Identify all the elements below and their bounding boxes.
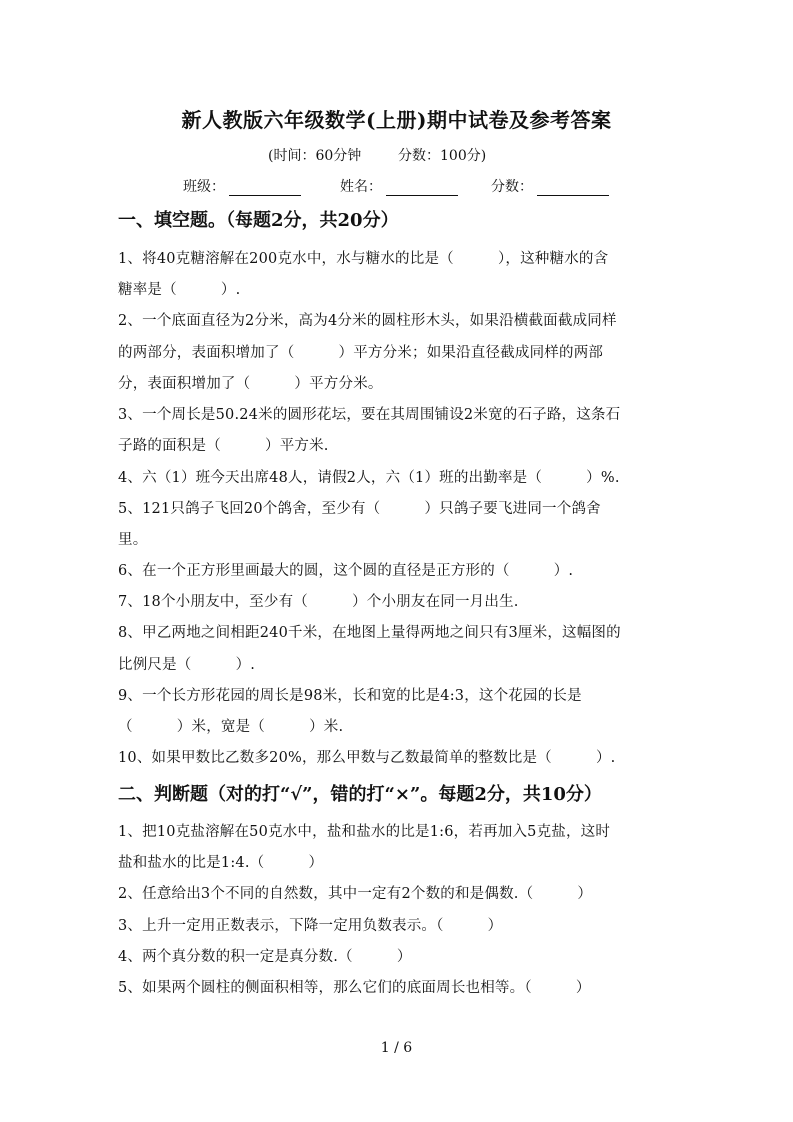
question-line: 糖率是（ ）.: [118, 282, 241, 298]
section-fill-in-heading: 一、填空题。（每题2分，共20分）: [118, 210, 399, 231]
name-blank[interactable]: [386, 181, 458, 196]
section-true-false-heading: 二、判断题（对的打“√”，错的打“×”。每题2分，共10分）: [118, 784, 602, 805]
student-info-row: [0, 176, 793, 196]
score-field[interactable]: [491, 176, 609, 196]
class-field[interactable]: [183, 176, 301, 196]
question-line: 5、121只鸽子飞回20个鸽舍，至少有（ ）只鸽子要飞进同一个鸽舍: [118, 501, 601, 517]
name-field[interactable]: [340, 176, 458, 196]
question-line: 2、一个底面直径为2分米，高为4分米的圆柱形木头，如果沿横截面截成同样: [118, 313, 617, 329]
total-score: 分数：100分): [398, 148, 487, 164]
question-line: 9、一个长方形花园的周长是98米，长和宽的比是4:3，这个花园的长是: [118, 688, 582, 704]
question-line: 2、任意给出3个不同的自然数，其中一定有2个数的和是偶数.（ ）: [118, 886, 593, 902]
score-blank[interactable]: [537, 181, 609, 196]
question-line: 4、六（1）班今天出席48人，请假2人，六（1）班的出勤率是（ ）%.: [118, 470, 620, 486]
question-line: 7、18个小朋友中，至少有（ ）个小朋友在同一月出生.: [118, 594, 519, 610]
question-line: 子路的面积是（ ）平方米.: [118, 438, 329, 454]
question-line: 的两部分，表面积增加了（ ）平方分米；如果沿直径截成同样的两部: [118, 345, 604, 361]
question-line: 分，表面积增加了（ ）平方分米。: [118, 376, 383, 392]
question-line: 4、两个真分数的积一定是真分数.（ ）: [118, 949, 412, 965]
score-label: 分数：: [491, 179, 533, 195]
question-line: 6、在一个正方形里画最大的圆，这个圆的直径是正方形的（ ）.: [118, 563, 574, 579]
question-line: 8、甲乙两地之间相距240千米，在地图上量得两地之间只有3厘米，这幅图的: [118, 625, 621, 641]
question-line: 1、把10克盐溶解在50克水中，盐和盐水的比是1:6，若再加入5克盐，这时: [118, 824, 611, 840]
page-title: 新人教版六年级数学(上册)期中试卷及参考答案: [181, 108, 612, 132]
name-label: 姓名：: [340, 179, 382, 195]
class-label: 班级：: [183, 179, 225, 195]
question-line: 3、上升一定用正数表示，下降一定用负数表示。（ ）: [118, 918, 503, 934]
question-line: 里。: [118, 532, 148, 548]
question-line: 1、将40克糖溶解在200克水中，水与糖水的比是（ ），这种糖水的含: [118, 251, 609, 267]
class-blank[interactable]: [229, 181, 301, 196]
question-line: 盐和盐水的比是1:4.（ ）: [118, 855, 324, 871]
question-line: 比例尺是（ ）.: [118, 657, 256, 673]
page-number: 1 / 6: [380, 1040, 413, 1056]
question-line: 10、如果甲数比乙数多20%，那么甲数与乙数最简单的整数比是（ ）.: [118, 750, 616, 766]
question-line: 5、如果两个圆柱的侧面积相等，那么它们的底面周长也相等。（ ）: [118, 980, 591, 996]
question-line: 3、一个周长是50.24米的圆形花坛，要在其周围铺设2米宽的石子路，这条石: [118, 407, 621, 423]
time-limit: (时间：60分钟: [268, 148, 362, 164]
question-line: （ ）米，宽是（ ）米.: [118, 719, 344, 735]
